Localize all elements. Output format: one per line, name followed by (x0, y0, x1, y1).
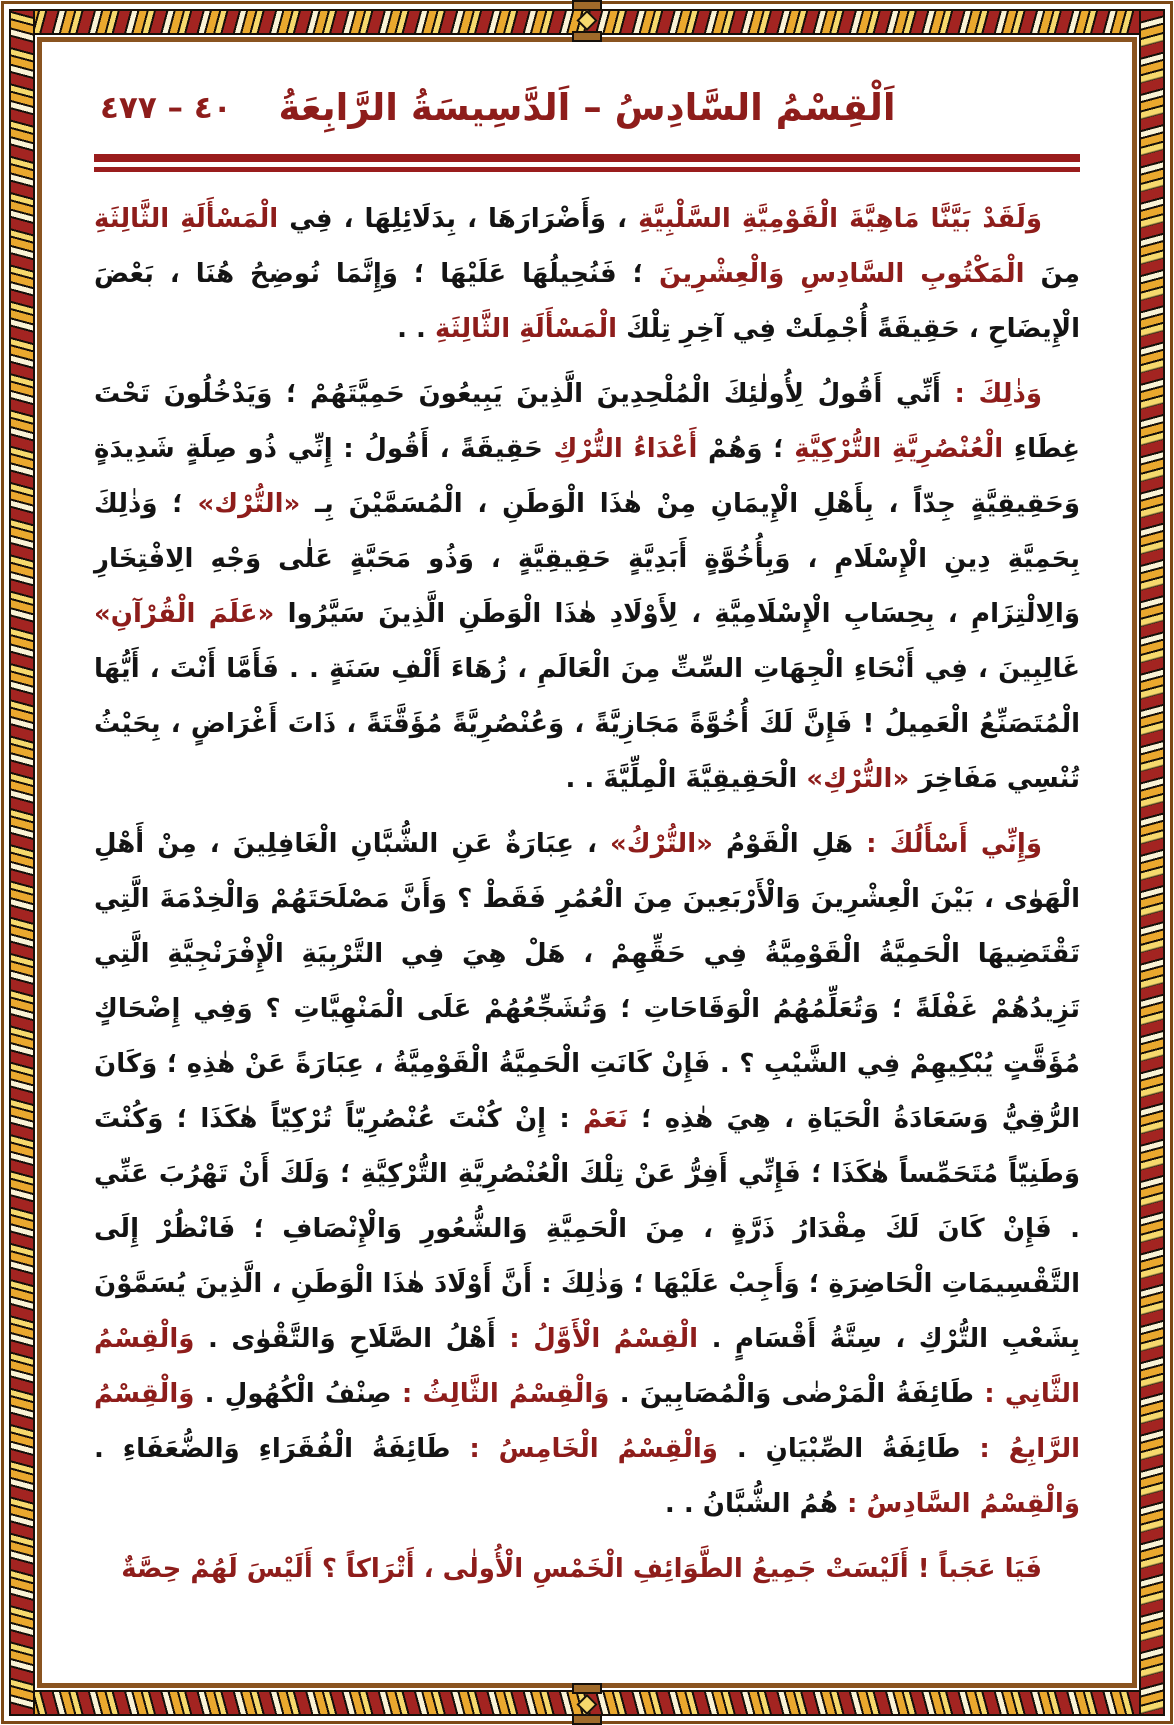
highlight-red-text: «التُّرْكِ» (806, 764, 910, 794)
highlight-red-text: الْعُنْصُرِيَّةِ التُّرْكِيَّةِ (794, 434, 1004, 464)
body-text-segment: . . (397, 314, 435, 344)
border-band-left (9, 9, 35, 1716)
paragraph-4 (94, 1542, 1080, 1597)
highlight-red-text: وَالْقِسْمُ الثَّالِثُ : (391, 1379, 610, 1409)
body-text-segment: هُمُ الشُّبَّانُ . . (664, 1489, 838, 1519)
highlight-red-text: أَعْدَاءُ التُّرْكِ (553, 434, 698, 464)
body-text-segment: طَائِفَةُ الْمَرْضٰى وَالْمُصَابِينَ . (609, 1379, 974, 1409)
border-band-right (1139, 9, 1165, 1716)
body-text-segment: مِنَ (1024, 259, 1080, 289)
highlight-red-text: «عَلَمَ الْقُرْآنِ» (94, 599, 275, 629)
page-header (94, 68, 1080, 152)
body-text-segment: ، وَأَضْرَارَهَا ، بِدَلَائِلِهَا ، فِي (278, 204, 639, 234)
body-text-segment: الْحَقِيقِيَّةَ الْمِلِّيَّةَ . . (565, 764, 807, 794)
body-text-segment: غَالِبِينَ ، فِي أَنْحَاءِ الْجِهَاتِ السِّتِّ مِنَ الْعَالَمِ ، زُهَاءَ أَلْفِ سَنَةٍ . . فَأَمَّا أَنْتَ ، أَيُّهَا الْمُتَصَنِّعُ الْعَمِيلُ ! فَإِنَّ لَكَ أُخُوَّةً مَجَازِيَّةً ، وَعُنْصُرِيَّةً مُؤَقَّتَةً ، ذَاتَ أَغْرَاضٍ ، بِحَيْثُ تُنْسِي مَفَاخِرَ (94, 654, 1080, 794)
highlight-red-text: وَالْقِسْمُ الْخَامِسُ : (450, 1434, 718, 1464)
paragraph-1 (94, 192, 1080, 357)
highlight-red-text: «التُّرْكُ» (610, 829, 713, 859)
body-text-segment: هَلِ الْقَوْمُ (712, 829, 854, 859)
border-top-connector-inner (572, 31, 602, 42)
highlight-red-text: الْمَسْأَلَةِ الثَّالِثَةِ (434, 314, 618, 344)
highlight-red-text: الْمَسْأَلَةِ الثَّالِثَةِ (94, 204, 279, 234)
highlight-red-text: فَيَا عَجَباً ! أَلَيْسَتْ جَمِيعُ الطَّوَائِفِ الْخَمْسِ الْأُولٰى ، أَتْرَاكاً ؟ أَلَيْسَ لَهُمْ حِصَّةٌ (121, 1554, 1042, 1584)
double-rule (94, 154, 1080, 172)
border-bottom-connector-outer (572, 1714, 602, 1725)
highlight-red-text: وَالْقِسْمُ الثَّانِي : (94, 1324, 1080, 1409)
highlight-red-text: وَالْقِسْمُ الرَّابِعُ : (94, 1379, 1080, 1464)
highlight-red-text: وَالْقِسْمُ السَّادِسُ : (837, 1489, 1080, 1519)
highlight-red-text: الْقِسْمُ الْأَوَّلُ : (495, 1324, 699, 1354)
body-text-segment: طَائِفَةُ الْفُقَرَاءِ وَالضُّعَفَاءِ . (94, 1434, 451, 1464)
highlight-red-text: وَذٰلِكَ : (940, 379, 1042, 409)
highlight-red-text: «التُّرْك» (197, 489, 301, 519)
border-bottom-connector-inner (572, 1683, 602, 1694)
paragraph-2 (94, 367, 1080, 807)
body-text-segment: أَنِّي أَقُولُ لِأُولٰئِكَ الْمُلْحِدِينَ الَّذِينَ يَبِيعُونَ حَمِيَّتَهُمْ ؛ وَيَدْخُلُونَ تَحْتَ غِطَاءِ (94, 379, 1080, 464)
body-text-segment: ؛ فَنُحِيلُهَا عَلَيْهَا ؛ وَإِنَّمَا نُوضِحُ هُنَا ، بَعْضَ الْإِيضَاحِ ، حَقِيقَةً أُجْمِلَتْ فِي آخِرِ تِلْكَ (94, 259, 1080, 344)
body-text-segment: صِنْفُ الْكُهُولِ . (194, 1379, 392, 1409)
page-content (42, 42, 1132, 1683)
body-text (94, 192, 1080, 1597)
highlight-red-text: وَإِنِّي أَسْأَلُكَ : (853, 829, 1042, 859)
highlight-red-text: الْمَكْتُوبِ السَّادِسِ وَالْعِشْرِينَ (658, 259, 1025, 289)
body-text-segment: أَهْلُ الصَّلَاحِ وَالتَّقْوٰى . (194, 1324, 496, 1354)
body-text-segment: ؛ وَهُمْ (697, 434, 795, 464)
page-numbers: ٤٠ – ٤٧٧ (100, 90, 232, 126)
highlight-red-text: وَلَقَدْ بَيَّنَّا مَاهِيَّةَ الْقَوْمِيَّةِ السَّلْبِيَّةِ (638, 204, 1042, 234)
body-text-segment: : إِنْ كُنْتَ عُنْصُرِيّاً تُرْكِيّاً هٰكَذَا ؛ وَكُنْتَ وَطَنِيّاً مُتَحَمِّساً هٰكَذَا ؛ فَإِنِّي أَفِرُّ عَنْ تِلْكَ الْعُنْصُرِيَّةِ التُّرْكِيَّةِ ؛ وَلَكَ أَنْ تَهْرُبَ عَنِّي . فَإِنْ كَانَ لَكَ مِقْدَارُ ذَرَّةٍ ، مِنَ الْحَمِيَّةِ وَالشُّعُورِ وَالْإِنْصَافِ ؛ فَانْظُرْ إِلَى التَّقْسِيمَاتِ الْحَاضِرَةِ ؛ وَأَجِبْ عَلَيْهَا ؛ وَذٰلِكَ : أَنَّ أَوْلَادَ هٰذَا الْوَطَنِ ، الَّذِينَ يُسَمَّوْنَ بِشَعْبِ التُّرْكِ ، سِتَّةُ أَقْسَامٍ . (94, 1104, 1081, 1354)
rule-line-bottom (94, 167, 1080, 172)
rule-line-top (94, 154, 1080, 162)
paragraph-3 (94, 817, 1080, 1532)
body-text-segment: ؛ وَذٰلِكَ بِحَمِيَّةِ دِينِ الْإِسْلَامِ ، وَبِأُخُوَّةٍ أَبَدِيَّةٍ حَقِيقِيَّةٍ ، وَذُو مَحَبَّةٍ عَلٰى وَجْهِ الِافْتِخَارِ وَالِالْتِزَامِ ، بِحِسَابِ الْإِسْلَامِيَّةِ ، لِأَوْلَادِ هٰذَا الْوَطَنِ الَّذِينَ سَيَّرُوا (94, 489, 1080, 629)
body-text-segment: ، عِبَارَةٌ عَنِ الشُّبَّانِ الْغَافِلِينَ ، مِنْ أَهْلِ الْهَوٰى ، بَيْنَ الْعِشْرِينَ وَالْأَرْبَعِينَ مِنَ الْعُمُرِ فَقَطْ ؟ وَأَنَّ مَصْلَحَتَهُمْ وَالْخِدْمَةَ الَّتِي تَقْتَضِيهَا الْحَمِيَّةُ الْقَوْمِيَّةُ فِي حَقِّهِمْ ، هَلْ هِيَ فِي التَّرْبِيَةِ الْإِفْرَنْجِيَّةِ الَّتِي تَزِيدُهُمْ غَفْلَةً ؛ وَتُعَلِّمُهُمُ الْوَقَاحَاتِ ؛ وَتُشَجِّعُهُمْ عَلَى الْمَنْهِيَّاتِ ؟ وَفِي إِضْحَاكٍ مُؤَقَّتٍ يُبْكِيهِمْ فِي الشَّيْبِ ؟ . فَإِنْ كَانَتِ الْحَمِيَّةُ الْقَوْمِيَّةُ ، عِبَارَةً عَنْ هٰذِهِ ؛ وَكَانَ الرُّقِيُّ وَسَعَادَةُ الْحَيَاةِ ، هِيَ هٰذِهِ ؛ (94, 829, 1080, 1134)
body-text-segment: طَائِفَةُ الصِّبْيَانِ . (717, 1434, 961, 1464)
highlight-red-text: نَعَمْ (583, 1104, 628, 1134)
body-text-segment: حَقِيقَةً ، أَقُولُ : إِنِّي ذُو صِلَةٍ شَدِيدَةٍ وَحَقِيقِيَّةٍ جِدّاً ، بِأَهْلِ الْإِيمَانِ مِنْ هٰذَا الْوَطَنِ ، الْمُسَمَّيْنَ بِـ (94, 434, 1080, 519)
page-title: اَلْقِسْمُ السَّادِسُ – اَلدَّسِيسَةُ الرَّابِعَةُ (278, 86, 896, 129)
